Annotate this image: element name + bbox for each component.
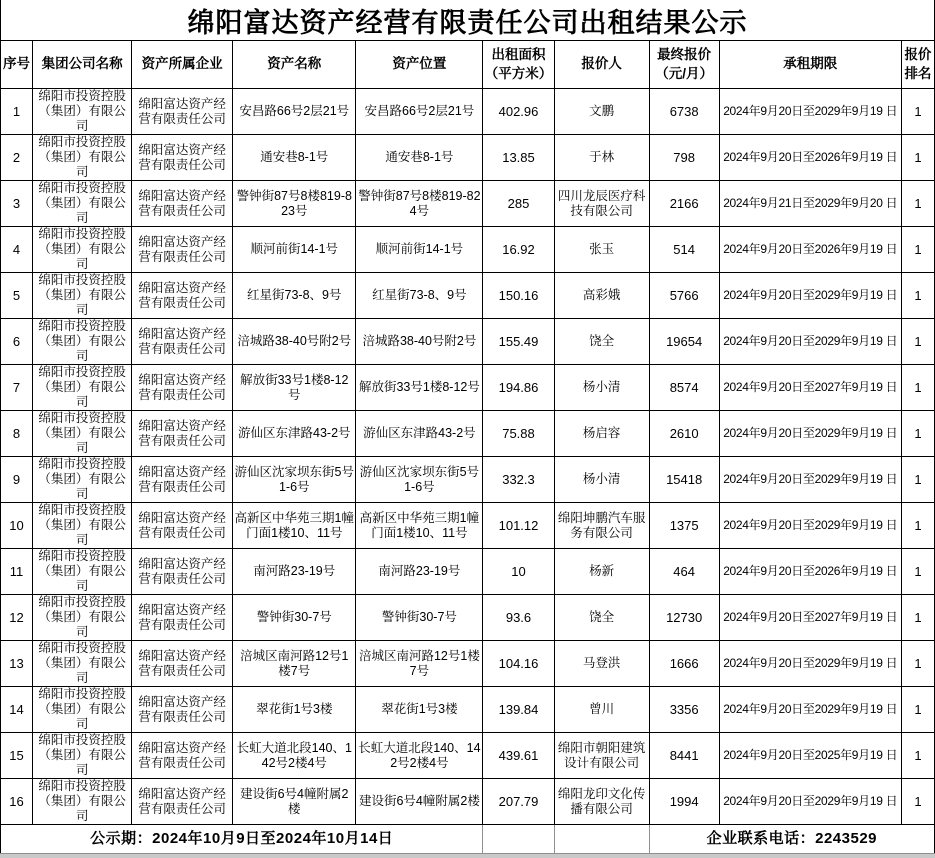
cell-asset-location: 高新区中华苑三期1幢门面1楼10、11号 <box>356 503 483 549</box>
cell-term: 2024年9月20日至2029年9月19 日 <box>719 687 901 733</box>
cell-group: 绵阳市投资控股（集团）有限公司 <box>33 641 132 687</box>
cell-group: 绵阳市投资控股（集团）有限公司 <box>33 89 132 135</box>
cell-asset-location: 顺河前街14-1号 <box>356 227 483 273</box>
cell-no: 1 <box>1 89 33 135</box>
cell-group: 绵阳市投资控股（集团）有限公司 <box>33 411 132 457</box>
cell-asset-location: 通安巷8-1号 <box>356 135 483 181</box>
cell-area: 139.84 <box>483 687 554 733</box>
cell-asset-location: 游仙区沈家坝东街5号1-6号 <box>356 457 483 503</box>
cell-rank: 1 <box>901 365 934 411</box>
cell-group: 绵阳市投资控股（集团）有限公司 <box>33 273 132 319</box>
cell-area: 155.49 <box>483 319 554 365</box>
cell-price: 2610 <box>649 411 719 457</box>
cell-asset-location: 翠花街1号3楼 <box>356 687 483 733</box>
cell-rank: 1 <box>901 503 934 549</box>
table-header <box>1 41 935 89</box>
cell-asset-name: 高新区中华苑三期1幢门面1楼10、11号 <box>233 503 356 549</box>
table-row <box>1 227 935 273</box>
cell-enterprise: 绵阳富达资产经营有限责任公司 <box>132 457 233 503</box>
cell-enterprise: 绵阳富达资产经营有限责任公司 <box>132 135 233 181</box>
col-header-asset-name: 资产名称 <box>233 41 356 89</box>
cell-bidder: 绵阳龙印文化传播有限公司 <box>554 779 649 825</box>
cell-price: 798 <box>649 135 719 181</box>
cell-term: 2024年9月20日至2026年9月19 日 <box>719 227 901 273</box>
table-row <box>1 733 935 779</box>
cell-group: 绵阳市投资控股（集团）有限公司 <box>33 503 132 549</box>
cell-area: 285 <box>483 181 554 227</box>
table-row <box>1 273 935 319</box>
cell-asset-name: 顺河前街14-1号 <box>233 227 356 273</box>
cell-bidder: 杨小清 <box>554 457 649 503</box>
cell-enterprise: 绵阳富达资产经营有限责任公司 <box>132 641 233 687</box>
cell-group: 绵阳市投资控股（集团）有限公司 <box>33 135 132 181</box>
cell-bidder: 于林 <box>554 135 649 181</box>
cell-term: 2024年9月20日至2029年9月19 日 <box>719 457 901 503</box>
cell-asset-location: 建设街6号4幢附属2楼 <box>356 779 483 825</box>
cell-asset-name: 警钟街30-7号 <box>233 595 356 641</box>
cell-price: 8441 <box>649 733 719 779</box>
cell-enterprise: 绵阳富达资产经营有限责任公司 <box>132 549 233 595</box>
cell-asset-name: 涪城路38-40号附2号 <box>233 319 356 365</box>
col-header-rank: 报价排名 <box>901 41 934 89</box>
cell-bidder: 马登洪 <box>554 641 649 687</box>
cell-enterprise: 绵阳富达资产经营有限责任公司 <box>132 319 233 365</box>
cell-enterprise: 绵阳富达资产经营有限责任公司 <box>132 273 233 319</box>
cell-asset-name: 南河路23-19号 <box>233 549 356 595</box>
cell-rank: 1 <box>901 181 934 227</box>
cell-rank: 1 <box>901 319 934 365</box>
cell-area: 16.92 <box>483 227 554 273</box>
cell-rank: 1 <box>901 641 934 687</box>
cell-area: 13.85 <box>483 135 554 181</box>
cell-price: 3356 <box>649 687 719 733</box>
header-row <box>1 41 935 89</box>
cell-bidder: 杨小清 <box>554 365 649 411</box>
cell-asset-location: 涪城区南河路12号1楼7号 <box>356 641 483 687</box>
cell-enterprise: 绵阳富达资产经营有限责任公司 <box>132 503 233 549</box>
cell-enterprise: 绵阳富达资产经营有限责任公司 <box>132 181 233 227</box>
cell-asset-location: 解放街33号1楼8-12号 <box>356 365 483 411</box>
cell-asset-location: 涪城路38-40号附2号 <box>356 319 483 365</box>
cell-asset-location: 警钟街30-7号 <box>356 595 483 641</box>
cell-enterprise: 绵阳富达资产经营有限责任公司 <box>132 733 233 779</box>
cell-bidder: 高彩娥 <box>554 273 649 319</box>
cell-no: 12 <box>1 595 33 641</box>
cell-price: 19654 <box>649 319 719 365</box>
col-header-area: 出租面积（平方米） <box>483 41 554 89</box>
cell-price: 2166 <box>649 181 719 227</box>
cell-no: 4 <box>1 227 33 273</box>
cell-group: 绵阳市投资控股（集团）有限公司 <box>33 733 132 779</box>
col-header-no: 序号 <box>1 41 33 89</box>
cell-no: 5 <box>1 273 33 319</box>
table-row <box>1 365 935 411</box>
table-row <box>1 135 935 181</box>
cell-area: 10 <box>483 549 554 595</box>
table-row <box>1 549 935 595</box>
cell-price: 1666 <box>649 641 719 687</box>
cell-group: 绵阳市投资控股（集团）有限公司 <box>33 457 132 503</box>
cell-bidder: 曾川 <box>554 687 649 733</box>
cell-no: 3 <box>1 181 33 227</box>
cell-asset-name: 翠花街1号3楼 <box>233 687 356 733</box>
cell-price: 464 <box>649 549 719 595</box>
table-row <box>1 779 935 825</box>
cell-area: 332.3 <box>483 457 554 503</box>
cell-rank: 1 <box>901 779 934 825</box>
table-row <box>1 595 935 641</box>
cell-group: 绵阳市投资控股（集团）有限公司 <box>33 181 132 227</box>
cell-enterprise: 绵阳富达资产经营有限责任公司 <box>132 411 233 457</box>
page-title: 绵阳富达资产经营有限责任公司出租结果公示 <box>187 7 748 38</box>
table-row <box>1 641 935 687</box>
cell-area: 194.86 <box>483 365 554 411</box>
table-row <box>1 181 935 227</box>
cell-price: 1375 <box>649 503 719 549</box>
cell-area: 207.79 <box>483 779 554 825</box>
cell-price: 12730 <box>649 595 719 641</box>
cell-asset-name: 游仙区沈家坝东街5号1-6号 <box>233 457 356 503</box>
cell-no: 16 <box>1 779 33 825</box>
cell-price: 5766 <box>649 273 719 319</box>
col-header-enterprise: 资产所属企业 <box>132 41 233 89</box>
footer-empty-cell <box>483 825 554 854</box>
table-body <box>1 89 935 825</box>
cell-rank: 1 <box>901 89 934 135</box>
cell-enterprise: 绵阳富达资产经营有限责任公司 <box>132 779 233 825</box>
cell-asset-location: 红星街73-8、9号 <box>356 273 483 319</box>
cell-bidder: 杨启容 <box>554 411 649 457</box>
cell-bidder: 杨新 <box>554 549 649 595</box>
cell-no: 9 <box>1 457 33 503</box>
cell-no: 8 <box>1 411 33 457</box>
table-row <box>1 319 935 365</box>
cell-enterprise: 绵阳富达资产经营有限责任公司 <box>132 89 233 135</box>
table-footer <box>1 825 935 854</box>
cell-term: 2024年9月20日至2029年9月19 日 <box>719 273 901 319</box>
cell-area: 101.12 <box>483 503 554 549</box>
col-header-price: 最终报价（元/月） <box>649 41 719 89</box>
cell-term: 2024年9月20日至2026年9月19 日 <box>719 135 901 181</box>
cell-bidder: 饶全 <box>554 595 649 641</box>
cell-area: 439.61 <box>483 733 554 779</box>
cell-asset-name: 警钟街87号8楼819-823号 <box>233 181 356 227</box>
cell-group: 绵阳市投资控股（集团）有限公司 <box>33 687 132 733</box>
cell-bidder: 绵阳市朝阳建筑设计有限公司 <box>554 733 649 779</box>
bottom-edge-strip <box>0 854 935 858</box>
footer-empty-cell <box>554 825 649 854</box>
col-header-group: 集团公司名称 <box>33 41 132 89</box>
contact-phone: 企业联系电话：2243529 <box>649 825 934 854</box>
cell-term: 2024年9月20日至2029年9月19 日 <box>719 89 901 135</box>
cell-no: 6 <box>1 319 33 365</box>
cell-bidder: 四川龙辰医疗科技有限公司 <box>554 181 649 227</box>
cell-rank: 1 <box>901 687 934 733</box>
cell-asset-name: 红星街73-8、9号 <box>233 273 356 319</box>
cell-asset-name: 涪城区南河路12号1楼7号 <box>233 641 356 687</box>
table-row <box>1 457 935 503</box>
cell-rank: 1 <box>901 227 934 273</box>
cell-asset-name: 解放街33号1楼8-12号 <box>233 365 356 411</box>
footer-row <box>1 825 935 854</box>
cell-asset-location: 安昌路66号2层21号 <box>356 89 483 135</box>
cell-term: 2024年9月20日至2029年9月19 日 <box>719 319 901 365</box>
cell-term: 2024年9月20日至2025年9月19 日 <box>719 733 901 779</box>
cell-group: 绵阳市投资控股（集团）有限公司 <box>33 365 132 411</box>
cell-no: 2 <box>1 135 33 181</box>
cell-term: 2024年9月21日至2029年9月20 日 <box>719 181 901 227</box>
cell-asset-name: 安昌路66号2层21号 <box>233 89 356 135</box>
cell-rank: 1 <box>901 411 934 457</box>
table-row <box>1 503 935 549</box>
cell-term: 2024年9月20日至2026年9月19 日 <box>719 549 901 595</box>
cell-price: 1994 <box>649 779 719 825</box>
table-row <box>1 687 935 733</box>
col-header-asset-location: 资产位置 <box>356 41 483 89</box>
cell-group: 绵阳市投资控股（集团）有限公司 <box>33 779 132 825</box>
col-header-bidder: 报价人 <box>554 41 649 89</box>
cell-area: 104.16 <box>483 641 554 687</box>
cell-term: 2024年9月20日至2029年9月19 日 <box>719 779 901 825</box>
table-row <box>1 411 935 457</box>
col-header-term: 承租期限 <box>719 41 901 89</box>
cell-bidder: 张玉 <box>554 227 649 273</box>
cell-asset-location: 游仙区东津路43-2号 <box>356 411 483 457</box>
cell-asset-name: 长虹大道北段140、142号2楼4号 <box>233 733 356 779</box>
rental-results-table <box>0 40 935 854</box>
title-bar <box>0 0 935 40</box>
cell-rank: 1 <box>901 595 934 641</box>
cell-term: 2024年9月20日至2029年9月19 日 <box>719 411 901 457</box>
cell-bidder: 绵阳坤鹏汽车服务有限公司 <box>554 503 649 549</box>
cell-no: 11 <box>1 549 33 595</box>
cell-enterprise: 绵阳富达资产经营有限责任公司 <box>132 687 233 733</box>
cell-no: 10 <box>1 503 33 549</box>
cell-no: 13 <box>1 641 33 687</box>
cell-group: 绵阳市投资控股（集团）有限公司 <box>33 319 132 365</box>
cell-term: 2024年9月20日至2027年9月19 日 <box>719 595 901 641</box>
cell-area: 150.16 <box>483 273 554 319</box>
cell-asset-location: 南河路23-19号 <box>356 549 483 595</box>
cell-area: 75.88 <box>483 411 554 457</box>
cell-group: 绵阳市投资控股（集团）有限公司 <box>33 549 132 595</box>
cell-group: 绵阳市投资控股（集团）有限公司 <box>33 227 132 273</box>
cell-asset-name: 通安巷8-1号 <box>233 135 356 181</box>
cell-term: 2024年9月20日至2029年9月19 日 <box>719 503 901 549</box>
cell-area: 93.6 <box>483 595 554 641</box>
cell-asset-location: 警钟街87号8楼819-824号 <box>356 181 483 227</box>
cell-bidder: 文鹏 <box>554 89 649 135</box>
cell-term: 2024年9月20日至2029年9月19 日 <box>719 641 901 687</box>
announcement-period: 公示期：2024年10月9日至2024年10月14日 <box>1 825 483 854</box>
cell-rank: 1 <box>901 733 934 779</box>
cell-enterprise: 绵阳富达资产经营有限责任公司 <box>132 595 233 641</box>
cell-rank: 1 <box>901 457 934 503</box>
cell-rank: 1 <box>901 135 934 181</box>
cell-enterprise: 绵阳富达资产经营有限责任公司 <box>132 365 233 411</box>
cell-price: 6738 <box>649 89 719 135</box>
cell-price: 15418 <box>649 457 719 503</box>
cell-asset-name: 游仙区东津路43-2号 <box>233 411 356 457</box>
cell-price: 514 <box>649 227 719 273</box>
cell-no: 15 <box>1 733 33 779</box>
cell-group: 绵阳市投资控股（集团）有限公司 <box>33 595 132 641</box>
cell-area: 402.96 <box>483 89 554 135</box>
cell-asset-location: 长虹大道北段140、142号2楼4号 <box>356 733 483 779</box>
cell-price: 8574 <box>649 365 719 411</box>
cell-bidder: 饶全 <box>554 319 649 365</box>
cell-term: 2024年9月20日至2027年9月19 日 <box>719 365 901 411</box>
table-row <box>1 89 935 135</box>
cell-rank: 1 <box>901 549 934 595</box>
cell-enterprise: 绵阳富达资产经营有限责任公司 <box>132 227 233 273</box>
cell-asset-name: 建设街6号4幢附属2楼 <box>233 779 356 825</box>
cell-rank: 1 <box>901 273 934 319</box>
cell-no: 7 <box>1 365 33 411</box>
cell-no: 14 <box>1 687 33 733</box>
